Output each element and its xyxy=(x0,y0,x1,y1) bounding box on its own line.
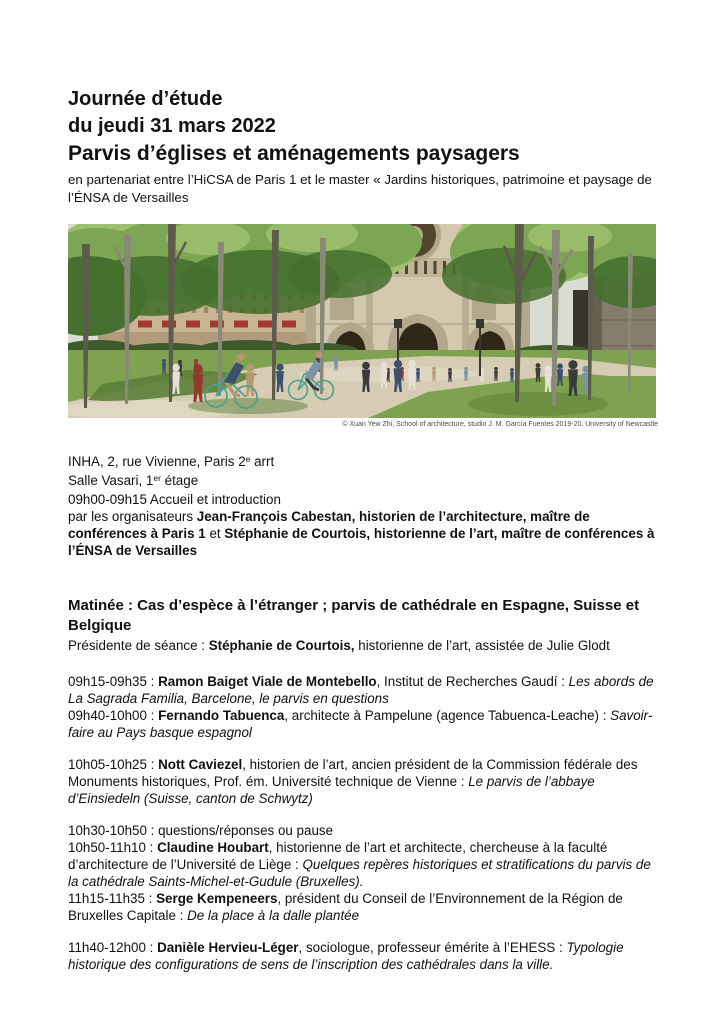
page-title xyxy=(68,86,658,167)
program-block xyxy=(68,756,658,807)
notre-dame-parvis-rendering xyxy=(68,224,656,418)
document-page xyxy=(68,0,658,973)
program-entry: 09h15-09h35 : Ramon Baiget Viale de Montebello, Institut de Recherches Gaudí : Les abords de La Sagrada Familia, Barcelone, le parvis en questions xyxy=(68,674,654,706)
program-entry: 10h50-11h10 : Claudine Houbart, historienne de l’art et architecte, chercheuse à la faculté d’architecture de l’Université de Liège : Quelques repères historiques et stratifications du parvis de la cathédrale Saints-Michel-et-Gudule (Bruxelles). xyxy=(68,840,651,889)
morning-session xyxy=(68,596,658,654)
venue-address: INHA, 2, rue Vivienne, Paris 2e arrt xyxy=(68,454,275,469)
organizers: par les organisateurs Jean-François Cabestan, historien de l’architecture, maître de conférences à Paris 1 et Stéphanie de Courtois, historienne de l’art, maître de conférences à l’ÉNSA de Versailles xyxy=(68,509,655,558)
title-line-2: du jeudi 31 mars 2022 xyxy=(68,115,276,137)
program-entry: 11h15-11h35 : Serge Kempeneers, président du Conseil de l’Environnement de la Région de Bruxelles Capitale : De la place à la dalle plantée xyxy=(68,891,623,923)
session-heading: Matinée : Cas d’espèce à l’étranger ; parvis de cathédrale en Espagne, Suisse et Belgique xyxy=(68,597,640,634)
program-entry: 11h40-12h00 : Danièle Hervieu-Léger, sociologue, professeur émérite à l’EHESS : Typologie historique des configurations de sens de l’inscription des cathédrales dans la ville. xyxy=(68,940,624,972)
parvis-figure xyxy=(68,224,658,430)
program-entry: 10h30-10h50 : questions/réponses ou pause xyxy=(68,823,334,838)
title-line-1: Journée d’étude xyxy=(68,88,223,110)
program xyxy=(68,673,658,973)
program-entry: 10h05-10h25 : Nott Caviezel, historien de l’art, ancien président de la Commission fédérale des Monuments historiques, Prof. ém. Université technique de Vienne : Le parvis de l’abbaye d’Einsiedeln (Suisse, canton de Schwytz) xyxy=(68,757,638,806)
session-chair: Présidente de séance : Stéphanie de Courtois, historienne de l’art, assistée de Julie Glodt xyxy=(68,638,610,653)
opening-time: 09h00-09h15 Accueil et introduction xyxy=(68,492,281,507)
venue-room: Salle Vasari, 1er étage xyxy=(68,473,199,488)
title-line-3: Parvis d’églises et aménagements paysagers xyxy=(68,142,520,165)
program-block xyxy=(68,939,658,973)
ground xyxy=(68,350,656,418)
partnership-subtitle: en partenariat entre l’HiCSA de Paris 1 et le master « Jardins historiques, patrimoine et paysage de l’ÉNSA de Versailles xyxy=(68,172,652,205)
venue-and-opening xyxy=(68,453,658,559)
program-block xyxy=(68,673,658,741)
program-entry: 09h40-10h00 : Fernando Tabuenca, architecte à Pampelune (agence Tabuenca-Leache) : Savoir-faire au Pays basque espagnol xyxy=(68,708,653,740)
program-block xyxy=(68,822,658,924)
image-caption: © Xuan Yew Zhi, School of architecture, studio J. M. García Fuentes 2019-20, University of Newcastle xyxy=(342,421,658,428)
